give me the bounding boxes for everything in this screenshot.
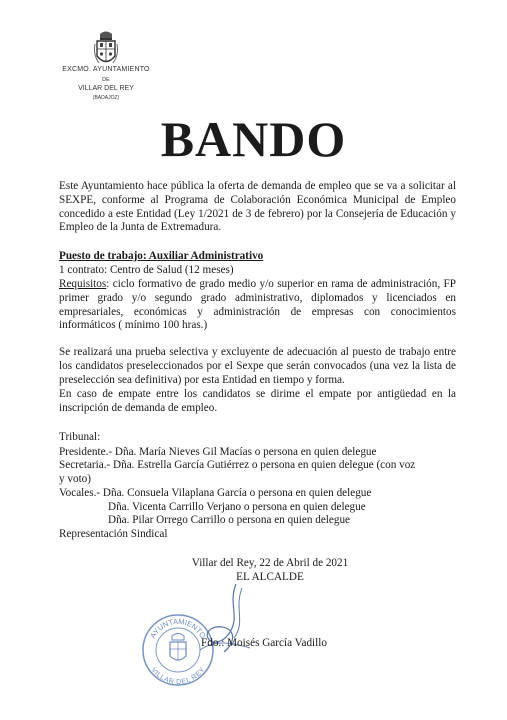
requirements-paragraph <box>59 278 456 333</box>
tribunal-vocal-3: Dña. Pilar Orrego Carrillo o persona en quien delegue <box>108 514 351 526</box>
org-name-line2: DE <box>102 77 110 83</box>
org-name-line3: VILLAR DEL REY <box>78 85 134 92</box>
page-title: BANDO <box>160 111 347 167</box>
intro-paragraph: Este Ayuntamiento hace pública la oferta de demanda de empleo que se va a solicitar al SEXPE, conforme al Programa de Colaboración Económica Municipal de Empleo concedido a este Entidad (Ley 1/2021 de 3 de febrero) por la Consejería de Educación y Empleo de la Junta de Extremadura. <box>59 180 456 234</box>
job-heading <box>59 250 456 264</box>
place-date: Villar del Rey, 22 de Abril de 2021 <box>191 557 349 569</box>
tribunal-vocal-1: Vocales.- Dña. Consuela Vilaplana García o persona en quien delegue <box>59 487 372 499</box>
signed-by: Fdo.: Moisés García Vadillo <box>201 637 327 649</box>
requirements-label: Requisitos <box>59 278 107 290</box>
tribunal-secretary: Secretaria.- Dña. Estrella García Gutiérrez o persona en quien delegue (con voz <box>59 459 416 471</box>
coat-of-arms-icon <box>91 30 121 70</box>
signer-role: EL ALCALDE <box>236 571 304 583</box>
org-name-line4: (BADAJOZ) <box>92 95 120 101</box>
selection-paragraph: Se realizará una prueba selectiva y excluyente de adecuación al puesto de trabajo entre los candidatos preseleccionados por el Sexpe que serán convocados (una vez la lista de preselección sea definitiva) por esta Entidad en tiempo y forma. <box>59 346 456 386</box>
tribunal-vocal-2: Dña. Vicenta Carrillo Verjano o persona en quien delegue <box>108 501 366 513</box>
seal-bottom-text: VILLAR DEL REY <box>149 666 207 687</box>
org-name-line1: EXCMO. AYUNTAMIENTO <box>62 66 150 73</box>
tie-paragraph: En caso de empate entre los candidatos se dirime el empate por antigüedad en la inscripción de demanda de empleo. <box>59 388 456 414</box>
tribunal-secretary-cont: y voto) <box>59 473 92 485</box>
tribunal-union-rep: Representación Sindical <box>59 528 168 540</box>
requirements-text: : ciclo formativo de grado medio y/o superior en rama de administración, FP primer grado y/o segundo grado administrativo, diplomados y licenciados en empresariales, económicas y administración de empresas con conocimientos informáticos ( mínimo 100 hras.) <box>59 278 456 332</box>
seal-top-text: AYUNTAMIENTO <box>148 616 208 640</box>
tribunal-label: Tribunal: <box>59 431 101 443</box>
svg-text:VILLAR DEL REY <box>150 666 207 686</box>
tribunal-president: Presidente.- Dña. María Nieves Gil Macías o persona en quien delegue <box>59 446 377 458</box>
contract-line: 1 contrato: Centro de Salud (12 meses) <box>59 264 234 276</box>
job-heading-text: Puesto de trabajo: Auxiliar Administrativo <box>59 250 264 262</box>
